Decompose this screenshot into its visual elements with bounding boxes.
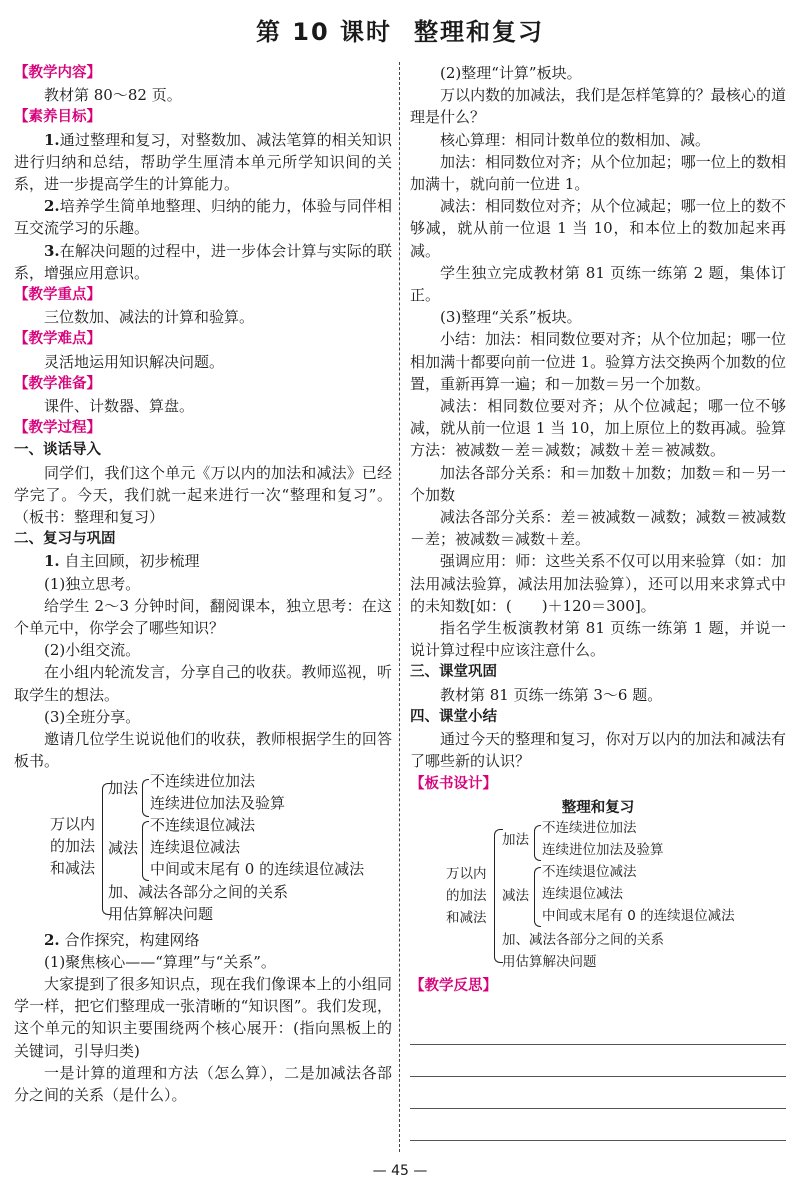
step-2a: (1)聚焦核心——“算理”与“关系”。 (44, 952, 276, 971)
board-sub-brace (534, 867, 541, 927)
subtraction-relations: 减法各部分关系：差＝被减数－减数；减数＝被减数－差；被减数＝减数＋差。 (410, 508, 786, 549)
tree-add-2: 连续进位加法及验算 (150, 793, 286, 812)
board-add-2: 连续进位加法及验算 (542, 841, 664, 858)
step-1a-text: 给学生 2～3 分钟时间，翻阅课本，独立思考：在这个单元中，你学会了哪些知识？ (14, 596, 392, 638)
section-4-title: 四、课堂小结 (410, 708, 497, 725)
exercise-2: 学生独立完成教材第 81 页练一练第 2 题，集体订正。 (410, 263, 786, 305)
difficulties-text: 灵活地运用知识解决问题。 (44, 352, 225, 371)
section-1-title: 一、谈话导入 (14, 442, 101, 459)
heading-board-design: 【板书设计】 (410, 775, 497, 792)
tree-sub-brace (142, 821, 149, 881)
step-1c-text: 邀请几位学生说说他们的收获，教师根据学生的回答板书。 (14, 730, 392, 771)
board-root-line1: 万以内 (446, 865, 487, 882)
lesson-topic: 整理和复习 (414, 18, 545, 46)
tree-root-line3: 和减法 (50, 858, 96, 877)
board-add-brace (534, 825, 541, 861)
board-title: 整理和复习 (561, 799, 635, 816)
addition-rule: 加法：相同数位对齐；从个位加起；哪一位上的数相加满十，就向前一位进 1。 (410, 152, 786, 194)
relation-section-title: (3)整理“关系”板块。 (440, 308, 582, 327)
section-4-text: 通过今天的整理和复习，你对万以内的加法和减法有了哪些新的认识？ (410, 730, 786, 771)
section-2-title: 二、复习与巩固 (14, 531, 116, 548)
summary-subtraction: 减法：相同数位要对齐；从个位减起；哪一位不够减，就从前一位退 1 当 10，加上原位上的数再减。验算方法：被减数－差＝减数；减数＋差＝被减数。 (410, 397, 786, 460)
board-add-1: 不连续进位加法 (542, 819, 637, 836)
heading-process: 【教学过程】 (14, 420, 101, 437)
lesson-number: 第 10 课时 (255, 18, 393, 46)
content-text: 教材第 80～82 页。 (44, 86, 182, 105)
tree-sub-2: 连续退位减法 (150, 837, 241, 856)
key-points-text: 三位数加、减法的计算和验算。 (44, 308, 255, 327)
lesson-title (0, 12, 800, 47)
column-divider (399, 62, 400, 1152)
heading-content: 【教学内容】 (14, 65, 101, 81)
step-2a-text-2: 一是计算的道理和方法（怎么算），二是加减法各部分之间的关系（是什么）。 (14, 1063, 392, 1104)
board-estimate: 用估算解决问题 (502, 953, 597, 970)
tree-add-brace (142, 779, 149, 817)
left-column (14, 62, 392, 1106)
core-principle: 核心算理：相同计数单位的数相加、减。 (440, 130, 711, 149)
step-1-title: 1. 自主回顾，初步梳理 (44, 552, 200, 571)
goal-3: 3.在解决问题的过程中，进一步体会计算与实际的联系，增强应用意识。 (14, 241, 392, 282)
tree-root-line1: 万以内 (50, 814, 96, 833)
step-2-title: 2. 合作探究，构建网络 (44, 930, 200, 949)
step-1b: (2)小组交流。 (44, 641, 141, 660)
subtraction-rule: 减法：相同数位对齐；从个位减起；哪一位上的数不够减，就从前一位退 1 当 10，和本位上的数加起来再减。 (410, 197, 786, 260)
step-2a-text-1: 大家提到了很多知识点，现在我们像课本上的小组同学一样，把它们整理成一张清晰的“知识图”。我们发现，这个单元的知识主要围绕两个核心展开：(指向黑板上的关键词，引导归类) (14, 974, 392, 1060)
section-3-text: 教材第 81 页练一练第 3～6 题。 (440, 685, 663, 704)
tree-add: 加法 (108, 778, 139, 797)
exercise-1: 指名学生板演教材第 81 页练一练第 1 题，并说一说计算过程中应该注意什么。 (410, 619, 786, 660)
board-sub: 减法 (502, 887, 529, 904)
tree-sub: 减法 (108, 838, 139, 857)
board-root-line3: 和减法 (446, 909, 487, 926)
tree-sub-3: 中间或末尾有 0 的连续退位减法 (150, 859, 365, 878)
section-1-text: 同学们，我们这个单元《万以内的加法和减法》已经学完了。今天，我们就一起来进行一次“整理和复习”。（板书：整理和复习） (14, 463, 392, 527)
reflection-line-1 (410, 1044, 786, 1045)
board-relation: 加、减法各部分之间的关系 (502, 931, 664, 948)
section-3-title: 三、课堂巩固 (410, 664, 497, 681)
board-add: 加法 (502, 831, 529, 848)
right-column (410, 62, 786, 997)
goal-1: 1.通过整理和复习，对整数加、减法笔算的相关知识进行归纳和总结，帮助学生厘清本单元所学知识间的关系，进一步提高学生的计算能力。 (14, 130, 392, 194)
tree-estimate: 用估算解决问题 (108, 904, 214, 923)
tree-sub-1: 不连续退位减法 (150, 815, 256, 834)
tree-add-1: 不连续进位加法 (150, 771, 256, 790)
page-number: — 45 — (372, 1163, 428, 1179)
heading-goals: 【素养目标】 (14, 109, 101, 126)
reflection-line-4 (410, 1140, 786, 1141)
reflection-line-3 (410, 1108, 786, 1109)
board-sub-2: 连续退位减法 (542, 885, 623, 902)
summary-addition: 小结：加法：相同数位要对齐；从个位加起；哪一位相加满十都要向前一位进 1。验算方法交换两个加数的位置，重新再算一遍；和－加数＝另一个加数。 (410, 330, 786, 393)
calc-question: 万以内数的加减法，我们是怎样笔算的？最核心的道理是什么？ (410, 86, 786, 127)
step-1a: (1)独立思考。 (44, 574, 141, 593)
board-tree (410, 819, 786, 971)
board-sub-1: 不连续退位减法 (542, 863, 637, 880)
tree-root-line2: 的加法 (50, 836, 96, 855)
heading-difficulties: 【教学难点】 (14, 331, 101, 348)
tree-relation: 加、减法各部分之间的关系 (108, 882, 289, 901)
heading-reflection: 【教学反思】 (410, 977, 497, 994)
goal-2: 2.培养学生简单地整理、归纳的能力，体验与同伴相互交流学习的乐趣。 (14, 197, 392, 238)
calc-section-title: (2)整理“计算”板块。 (440, 64, 582, 82)
heading-preparation: 【教学准备】 (14, 375, 101, 392)
board-root-line2: 的加法 (446, 887, 487, 904)
step-1c: (3)全班分享。 (44, 707, 141, 726)
heading-key-points: 【教学重点】 (14, 287, 101, 304)
preparation-text: 课件、计数器、算盘。 (44, 397, 195, 416)
step-1b-text: 在小组内轮流发言，分享自己的收获。教师巡视，听取学生的想法。 (14, 663, 392, 704)
reflection-line-2 (410, 1076, 786, 1077)
board-sub-3: 中间或末尾有 0 的连续退位减法 (542, 907, 735, 924)
application-note: 强调应用：师：这些关系不仅可以用来验算（如：加法用减法验算，减法用加法验算），还可以用来求算式中的未知数[如：( )＋120＝300]。 (410, 552, 786, 615)
addition-relations: 加法各部分关系：和＝加数＋加数；加数＝和－另一个加数 (410, 463, 786, 504)
knowledge-tree (14, 773, 392, 921)
